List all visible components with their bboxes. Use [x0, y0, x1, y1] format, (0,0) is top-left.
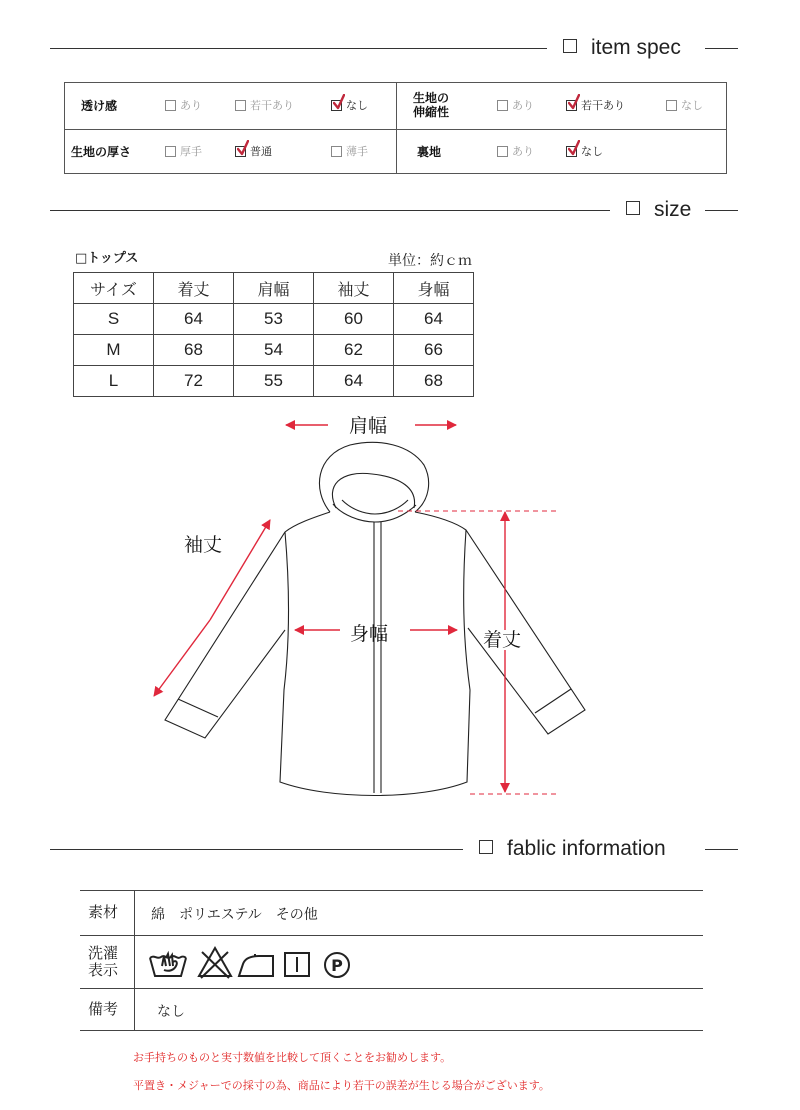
fabric-label-remarks: 備考: [88, 1000, 119, 1018]
table-cell: 72: [154, 366, 234, 397]
item-spec-title: item spec: [563, 36, 681, 60]
table-cell: 62: [314, 335, 394, 366]
spec-option-checked: 普通: [235, 145, 272, 159]
spec-table: [64, 82, 727, 174]
item-spec-rule-right: [705, 48, 738, 49]
fabric-label-material: 素材: [88, 903, 119, 921]
checkbox-icon: [497, 100, 508, 111]
label-sleeve: 袖丈: [184, 534, 223, 556]
fabric-row-line: [80, 890, 703, 891]
fabric-row-line: [80, 935, 703, 936]
size-table: [73, 272, 474, 397]
table-header: 身幅: [394, 273, 474, 304]
table-cell: 54: [234, 335, 314, 366]
label-shoulder: 肩幅: [349, 415, 388, 437]
fabric-row-line: [80, 988, 703, 989]
spec-divider-v: [396, 83, 397, 173]
low-iron-icon: [239, 954, 273, 976]
spec-option: 若干あり: [235, 99, 294, 113]
item-spec-rule-left: [50, 48, 547, 49]
spec-label-thickness: 生地の厚さ: [71, 145, 132, 159]
no-bleach-icon: [199, 948, 231, 978]
table-header: 肩幅: [234, 273, 314, 304]
note-line-2: 平置き・メジャーでの採寸の為、商品により若干の誤差が生じる場合がございます。: [133, 1079, 550, 1092]
spec-option: あり: [497, 99, 534, 113]
spec-option-checked: なし: [331, 99, 368, 113]
tumble-dry-icon: [285, 953, 309, 976]
spec-option: なし: [666, 99, 703, 113]
dry-clean-p-letter: P: [331, 956, 343, 975]
checked-checkbox-icon: [235, 146, 246, 157]
table-cell: 55: [234, 366, 314, 397]
checked-checkbox-icon: [331, 100, 342, 111]
hand-wash-icon: [150, 954, 186, 976]
checked-checkbox-icon: [566, 146, 577, 157]
table-cell: 60: [314, 304, 394, 335]
spec-option: あり: [497, 145, 534, 159]
table-row: [74, 366, 474, 397]
checkbox-square-icon: [479, 840, 493, 854]
size-unit: 単位：約ｃｍ: [388, 253, 472, 269]
table-cell: L: [74, 366, 154, 397]
table-cell: M: [74, 335, 154, 366]
checkbox-icon: [666, 100, 677, 111]
checkbox-icon: [331, 146, 342, 157]
fabric-material-value: 綿 ポリエステル その他: [151, 907, 318, 923]
checkbox-square-icon: [563, 39, 577, 53]
table-header: 着丈: [154, 273, 234, 304]
checkbox-icon: [497, 146, 508, 157]
fabric-rule-right: [705, 849, 738, 850]
table-header-row: [74, 273, 474, 304]
measure-arrows: [154, 425, 505, 792]
label-body-width: 身幅: [350, 623, 389, 645]
label-length: 着丈: [483, 629, 522, 651]
spec-label-lining: 裏地: [417, 145, 442, 159]
spec-option-checked: なし: [566, 145, 603, 159]
note-line-1: お手持ちのものと実寸数値を比較して頂くことをお勧めします。: [133, 1051, 452, 1064]
fabric-remarks-value: なし: [157, 1004, 185, 1020]
table-cell: 64: [154, 304, 234, 335]
spec-option-checked: 若干あり: [566, 99, 625, 113]
spec-option: あり: [165, 99, 202, 113]
wash-icons: [147, 944, 367, 980]
table-cell: 53: [234, 304, 314, 335]
table-row: [74, 304, 474, 335]
spec-label-stretch: 生地の 伸縮性: [413, 91, 450, 119]
checkbox-square-icon: [626, 201, 640, 215]
table-row: [74, 335, 474, 366]
spec-option: 薄手: [331, 145, 368, 159]
fabric-col-line: [134, 890, 135, 1031]
checked-checkbox-icon: [566, 100, 577, 111]
checkbox-icon: [165, 146, 176, 157]
table-header: サイズ: [74, 273, 154, 304]
checkbox-icon: [235, 100, 246, 111]
table-cell: 66: [394, 335, 474, 366]
table-cell: 68: [394, 366, 474, 397]
table-cell: S: [74, 304, 154, 335]
spec-option: 厚手: [165, 145, 202, 159]
hood-jacket-icon: [0, 400, 800, 820]
fabric-title: fablic information: [479, 837, 666, 861]
size-table-caption: □トップス: [75, 251, 139, 266]
checkbox-icon: [165, 100, 176, 111]
table-cell: 64: [314, 366, 394, 397]
table-header: 袖丈: [314, 273, 394, 304]
spec-label-sheerness: 透け感: [81, 99, 118, 113]
table-cell: 64: [394, 304, 474, 335]
measure-guides: [398, 511, 558, 794]
table-cell: 68: [154, 335, 234, 366]
size-rule-right: [705, 210, 738, 211]
size-title: size: [626, 198, 691, 222]
fabric-label-wash: 洗濯 表示: [88, 944, 119, 979]
size-rule-left: [50, 210, 610, 211]
fabric-row-line: [80, 1030, 703, 1031]
fabric-rule-left: [50, 849, 463, 850]
